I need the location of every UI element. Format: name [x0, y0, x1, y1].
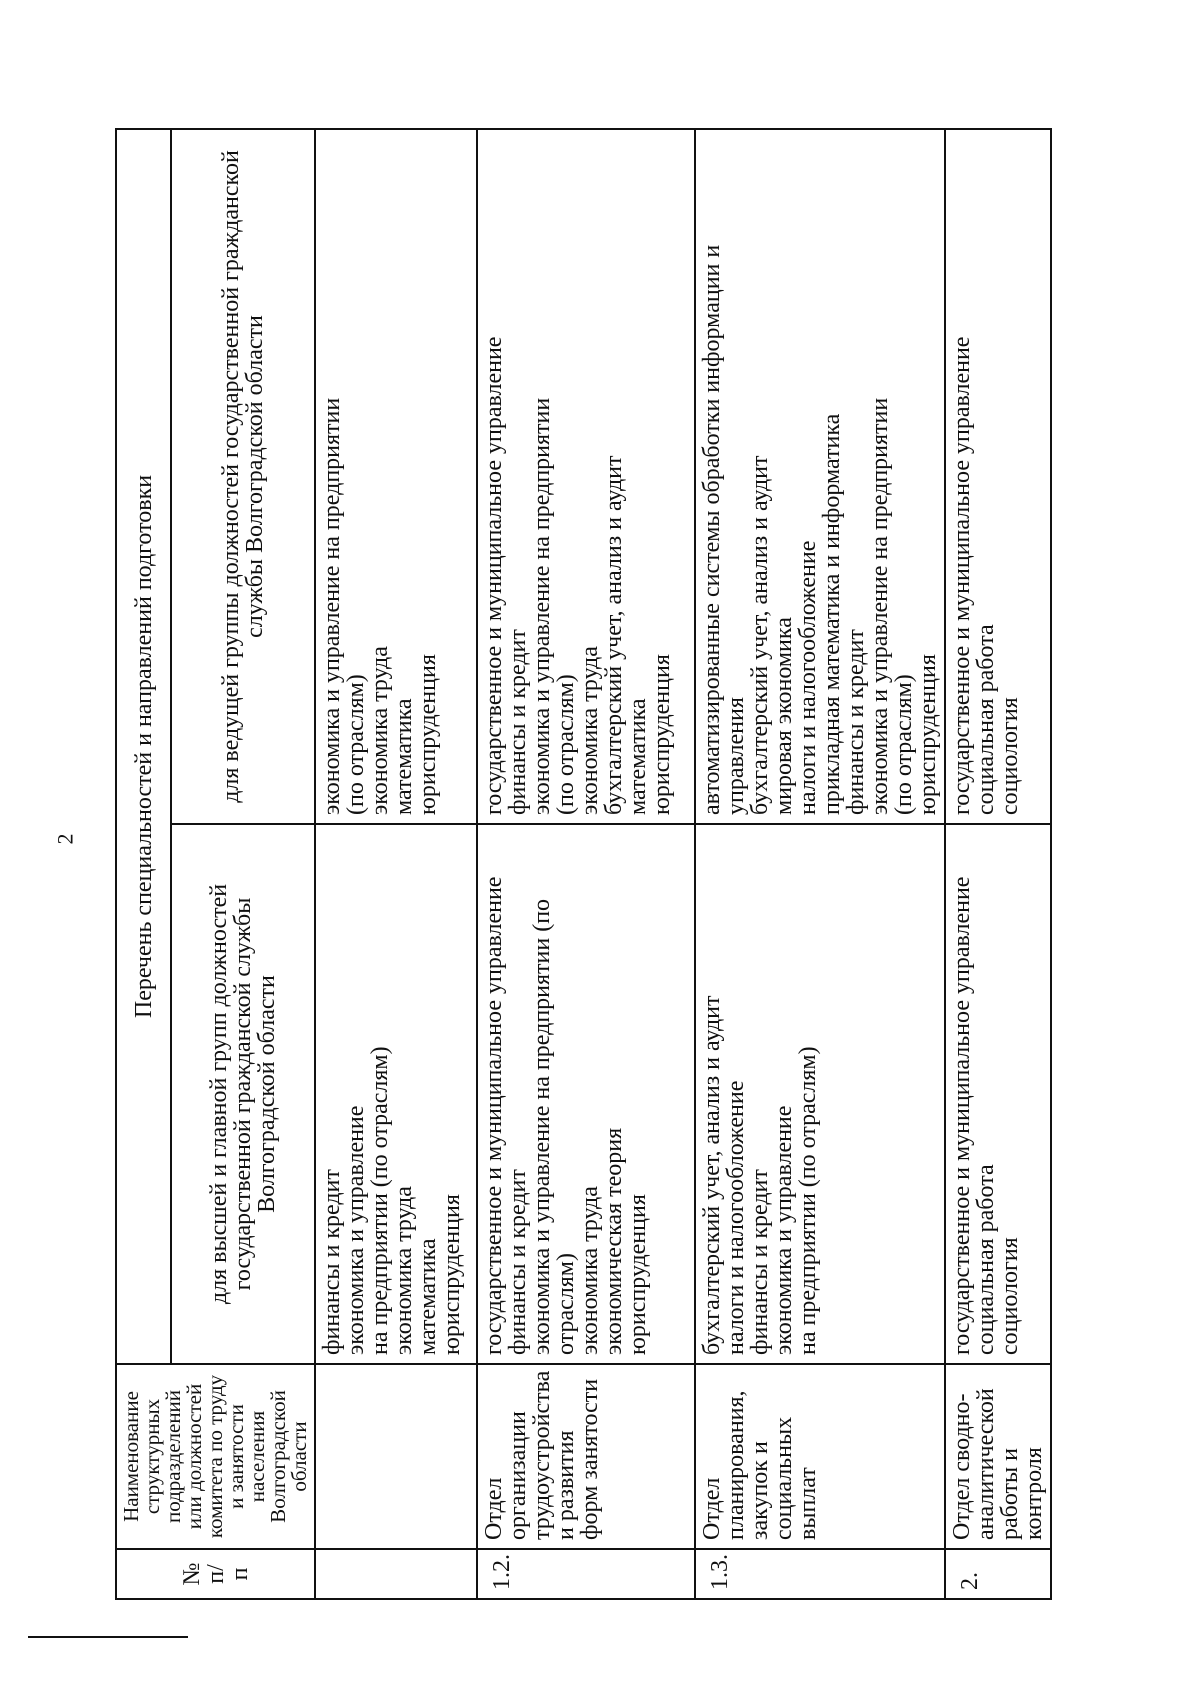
row-name: Отдел сводно-аналитической работы и контроля [945, 1364, 1051, 1549]
footer-rule [28, 1636, 188, 1638]
header-group: Перечень специальностей и направлений подготовки [116, 129, 171, 1364]
row-name: Отдел организации трудоустройства и развития форм занятости [477, 1364, 695, 1549]
row-num: 1.3. [695, 1549, 945, 1599]
row-num: 2. [945, 1549, 1051, 1599]
row-leading: государственное и муниципальное управление социальная работа социология [945, 129, 1051, 824]
header-leading: для ведущей группы должностей государственной гражданской службы Волгоградской области [171, 129, 315, 824]
row-name [315, 1364, 477, 1549]
rotated-table-container [115, 130, 1115, 1600]
table-row [695, 129, 945, 1599]
table-header-row [116, 129, 171, 1599]
row-leading: автоматизированные системы обработки информации и управления бухгалтерский учет, анализ и аудит мировая экономика налоги и налогообложение прикладная математика и информатика финансы и кредит экономика и управление на предприятии (по отраслям) юриспруденция [695, 129, 945, 824]
row-higher: государственное и муниципальное управление социальная работа социология [945, 824, 1051, 1364]
row-num: 1.2. [477, 1549, 695, 1599]
row-higher: бухгалтерский учет, анализ и аудит налоги и налогообложение финансы и кредит экономика и управление на предприятии (по отраслям) [695, 824, 945, 1364]
row-higher: государственное и муниципальное управление финансы и кредит экономика и управление на предприятии (по отраслям) экономика труда экономическая теория юриспруденция [477, 824, 695, 1364]
row-leading: государственное и муниципальное управление финансы и кредит экономика и управление на предприятии (по отраслям) экономика труда бухгалтерский учет, анализ и аудит математика юриспруденция [477, 129, 695, 824]
header-num: № п/п [116, 1549, 315, 1599]
row-name: Отдел планирования, закупок и социальных выплат [695, 1364, 945, 1549]
header-higher: для высшей и главной групп должностей государственной гражданской службы Волгоградской области [171, 824, 315, 1364]
row-higher: финансы и кредит экономика и управление на предприятии (по отраслям) экономика труда математика юриспруденция [315, 824, 477, 1364]
table-row [315, 129, 477, 1599]
table-row [945, 129, 1051, 1599]
header-name: Наименование структурных подразделений или должностей комитета по труду и занятости населения Волгоградской области [116, 1364, 315, 1549]
row-num [315, 1549, 477, 1599]
row-leading: экономика и управление на предприятии (по отраслям) экономика труда математика юриспруденция [315, 129, 477, 824]
page-number: 2 [52, 833, 77, 845]
specialties-table [115, 128, 1052, 1600]
table-row [477, 129, 695, 1599]
